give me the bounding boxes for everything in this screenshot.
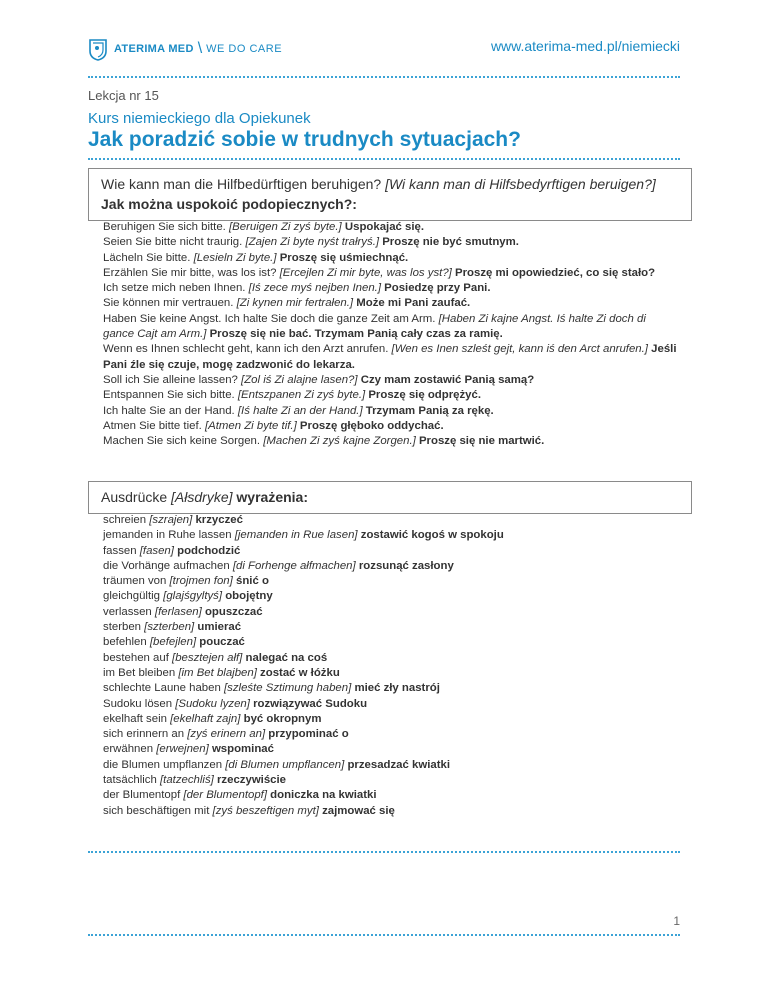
german-text: Soll ich Sie alleine lassen? [103, 373, 238, 386]
polish-translation: pouczać [199, 636, 245, 649]
german-text: Ich setze mich neben Ihnen. [103, 282, 246, 295]
pronunciation: [di Blumen umpflancen] [225, 758, 345, 771]
brand-logo [88, 34, 282, 64]
vocab-item [103, 574, 680, 589]
pronunciation: [befejlen] [149, 636, 197, 649]
polish-translation: opuszczać [204, 605, 263, 618]
page-title: Jak poradzić sobie w trudnych sytuacjach? [88, 128, 521, 151]
polish-translation: przypominać o [268, 728, 349, 741]
vocab-item [103, 651, 680, 666]
german-text: Machen Sie sich keine Sorgen. [103, 435, 261, 448]
phrase-item [103, 434, 680, 449]
vocab-list [103, 513, 680, 819]
german-text: der Blumentopf [103, 789, 181, 802]
phrase-item [103, 281, 680, 296]
brand-tagline: WE DO CARE [206, 43, 283, 55]
german-text: die Vorhänge aufmachen [103, 559, 230, 572]
pronunciation: [Haben Zi kajne Angst. Iś halte Zi doch di gance Cajt am Arm.] [103, 312, 646, 341]
vocab-item [103, 605, 680, 620]
polish-translation: rozwiązywać Sudoku [253, 697, 368, 710]
german-text: die Blumen umpflanzen [103, 758, 223, 771]
polish-translation: doniczka na kwiatki [270, 789, 377, 802]
pronunciation: [Zajen Zi byte nyśt trałryś.] [245, 236, 380, 249]
polish-translation: krzyczeć [195, 514, 243, 526]
course-name: Kurs niemieckiego dla Opiekunek [88, 110, 311, 127]
section-heading-pron: [Wi kann man di Hilfsbedyrftigen beruigen?] [385, 176, 656, 192]
phrase-item [103, 266, 680, 281]
phrase-item [103, 235, 680, 250]
polish-translation: nalegać na coś [245, 651, 328, 664]
brand-separator: \ [197, 40, 203, 57]
polish-translation: przesadzać kwiatki [347, 758, 451, 771]
pronunciation: [Zi kynen mir fertrałen.] [236, 297, 354, 310]
section-heading-pron: [Ałsdryke] [171, 489, 233, 505]
vocab-item [103, 804, 680, 819]
pronunciation: [szrajen] [149, 514, 193, 526]
pronunciation: [ferlasen] [154, 605, 202, 618]
page-number: 1 [673, 914, 680, 928]
german-text: tatsächlich [103, 774, 157, 787]
polish-translation: rzeczywiście [216, 774, 287, 787]
divider [88, 76, 680, 78]
polish-translation: Proszę się nie martwić. [418, 435, 545, 448]
phrase-list [103, 220, 680, 449]
german-text: Wenn es Ihnen schlecht geht, kann ich den Arzt anrufen. [103, 343, 389, 356]
website-link[interactable]: www.aterima-med.pl/niemiecki [490, 38, 680, 54]
polish-translation: mieć zły nastrój [354, 682, 440, 695]
pronunciation: [Sudoku lyzen] [175, 697, 250, 710]
section-heading-pl: Jak można uspokoić podopiecznych?: [101, 196, 357, 212]
vocab-item [103, 666, 680, 681]
german-text: verlassen [103, 605, 152, 618]
german-text: schreien [103, 514, 147, 526]
german-text: befehlen [103, 636, 147, 649]
polish-translation: Czy mam zostawić Panią samą? [360, 373, 535, 386]
vocab-item [103, 712, 680, 727]
polish-translation: Proszę się nie bać. Trzymam Panią cały czas za ramię. [209, 328, 503, 341]
polish-translation: Jeśli Pani źle się czuje, mogę zadzwonić do lekarza. [103, 343, 677, 371]
polish-translation: Proszę się uśmiechnąć. [279, 251, 409, 264]
vocab-item [103, 727, 680, 742]
german-text: ekelhaft sein [103, 712, 167, 725]
pronunciation: [Zol iś Zi alajne lasen?] [241, 373, 358, 386]
pronunciation: [tatzechliś] [160, 774, 214, 787]
phrase-item [103, 388, 680, 403]
polish-translation: zajmować się [322, 804, 395, 817]
german-text: träumen von [103, 575, 167, 588]
polish-translation: zostać w łóżku [260, 666, 340, 679]
lesson-number: Lekcja nr 15 [88, 88, 159, 103]
phrase-item [103, 373, 680, 388]
german-text: Sudoku lösen [103, 697, 173, 710]
polish-translation: zostawić kogoś w spokoju [360, 529, 504, 542]
section-heading-de: Wie kann man die Hilfbedürftigen beruhigen? [101, 176, 382, 192]
polish-translation: Proszę się odprężyć. [368, 389, 482, 402]
phrase-item [103, 342, 680, 373]
pronunciation: [di Forhenge ałfmachen] [232, 559, 356, 572]
phrase-item [103, 251, 680, 266]
german-text: gleichgültig [103, 590, 160, 603]
german-text: jemanden in Ruhe lassen [103, 529, 232, 542]
pronunciation: [trojmen fon] [169, 575, 233, 588]
vocab-item [103, 513, 680, 528]
german-text: Beruhigen Sie sich bitte. [103, 221, 226, 233]
german-text: erwähnen [103, 743, 154, 756]
german-text: Sie können mir vertrauen. [103, 297, 234, 310]
divider [88, 851, 680, 853]
section-heading-calming [88, 168, 692, 221]
pronunciation: [Wen es Inen szleśt gejt, kann iś den Arct anrufen.] [391, 343, 648, 356]
pronunciation: [ekelhaft zajn] [170, 712, 241, 725]
phrase-item [103, 419, 680, 434]
vocab-item [103, 589, 680, 604]
pronunciation: [szterben] [144, 621, 195, 634]
vocab-item [103, 758, 680, 773]
german-text: Haben Sie keine Angst. Ich halte Sie doch die ganze Zeit am Arm. [103, 312, 436, 325]
brand-name: ATERIMA MED [114, 43, 194, 55]
pronunciation: [erwejnen] [156, 743, 209, 756]
vocab-item [103, 681, 680, 696]
polish-translation: Proszę mi opowiedzieć, co się stało? [455, 266, 656, 279]
pronunciation: [Machen Zi zyś kajne Zorgen.] [263, 435, 416, 448]
pronunciation: [Ercejlen Zi mir byte, was los yst?] [279, 266, 452, 279]
pronunciation: [Lesieln Zi byte.] [193, 251, 277, 264]
polish-translation: wspominać [211, 743, 274, 756]
vocab-item [103, 559, 680, 574]
phrase-item [103, 296, 680, 311]
pronunciation: [zyś erinern an] [187, 728, 266, 741]
pronunciation: [szleśte Sztimung haben] [223, 682, 352, 695]
vocab-item [103, 788, 680, 803]
phrase-item [103, 404, 680, 419]
german-text: Entspannen Sie sich bitte. [103, 389, 235, 402]
polish-translation: Może mi Pani zaufać. [356, 297, 471, 310]
polish-translation: Uspokajać się. [344, 221, 425, 233]
pronunciation: [besztejen ałf] [172, 651, 243, 664]
polish-translation: rozsunąć zasłony [358, 559, 454, 572]
german-text: Atmen Sie bitte tief. [103, 419, 202, 432]
divider [88, 934, 680, 936]
vocab-item [103, 635, 680, 650]
polish-translation: Proszę głęboko oddychać. [299, 419, 444, 432]
german-text: bestehen auf [103, 651, 169, 664]
polish-translation: umierać [197, 621, 242, 634]
vocab-item [103, 528, 680, 543]
german-text: im Bet bleiben [103, 666, 176, 679]
polish-translation: być okropnym [243, 712, 322, 725]
divider [88, 158, 680, 160]
german-text: sich erinnern an [103, 728, 185, 741]
pronunciation: [Beruigen Zi zyś byte.] [229, 221, 342, 233]
aterima-logo-icon [88, 37, 110, 61]
german-text: fassen [103, 544, 137, 557]
phrase-item [103, 220, 680, 235]
german-text: Erzählen Sie mir bitte, was los ist? [103, 266, 277, 279]
pronunciation: [glajśgyltyś] [163, 590, 223, 603]
polish-translation: Posiedzę przy Pani. [384, 282, 491, 295]
section-heading-de: Ausdrücke [101, 489, 168, 505]
pronunciation: [Iś zece myś nejben Inen.] [248, 282, 381, 295]
phrase-item [103, 312, 680, 343]
polish-translation: obojętny [225, 590, 273, 603]
vocab-item [103, 742, 680, 757]
pronunciation: [Atmen Zi byte tif.] [204, 419, 297, 432]
german-text: Lächeln Sie bitte. [103, 251, 191, 264]
polish-translation: podchodzić [177, 544, 241, 557]
pronunciation: [im Bet blajben] [178, 666, 257, 679]
pronunciation: [fasen] [139, 544, 174, 557]
german-text: sich beschäftigen mit [103, 804, 210, 817]
vocab-item [103, 697, 680, 712]
pronunciation: [Iś halte Zi an der Hand.] [237, 404, 363, 417]
pronunciation: [der Blumentopf] [183, 789, 267, 802]
vocab-item [103, 773, 680, 788]
polish-translation: śnić o [235, 575, 269, 588]
pronunciation: [zyś beszeftigen myt] [212, 804, 319, 817]
german-text: Seien Sie bitte nicht traurig. [103, 236, 243, 249]
german-text: sterben [103, 621, 141, 634]
vocab-item [103, 544, 680, 559]
german-text: schlechte Laune haben [103, 682, 221, 695]
polish-translation: Trzymam Panią za rękę. [365, 404, 494, 417]
vocab-item [103, 620, 680, 635]
section-heading-expressions [88, 481, 692, 514]
pronunciation: [jemanden in Rue lasen] [234, 529, 358, 542]
pronunciation: [Entszpanen Zi zyś byte.] [237, 389, 366, 402]
polish-translation: Proszę nie być smutnym. [382, 236, 519, 249]
section-heading-pl: wyrażenia: [236, 489, 308, 505]
german-text: Ich halte Sie an der Hand. [103, 404, 235, 417]
